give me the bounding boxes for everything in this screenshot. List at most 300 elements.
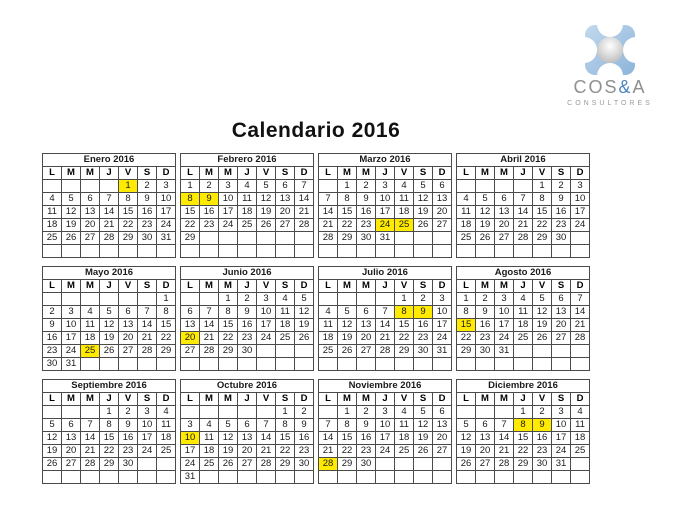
day-cell: 21 [376, 332, 395, 345]
day-cell: 8 [219, 306, 238, 319]
day-cell: 18 [276, 319, 295, 332]
day-cell: 3 [433, 293, 452, 306]
day-cell [200, 293, 219, 306]
day-cell [571, 458, 590, 471]
day-cell: 18 [238, 206, 257, 219]
day-cell [295, 345, 314, 358]
day-cell: 25 [43, 232, 62, 245]
weekday-header: M [62, 167, 81, 180]
day-cell: 28 [295, 219, 314, 232]
weekday-header: J [238, 167, 257, 180]
day-cell: 29 [100, 458, 119, 471]
day-cell [376, 293, 395, 306]
day-cell: 22 [395, 332, 414, 345]
weekday-header: D [433, 167, 452, 180]
day-cell: 31 [552, 458, 571, 471]
day-cell: 13 [81, 206, 100, 219]
day-cell: 24 [62, 345, 81, 358]
weekday-header: S [276, 167, 295, 180]
weekday-header: V [119, 393, 138, 406]
day-cell [571, 358, 590, 371]
day-cell [395, 471, 414, 484]
day-cell: 29 [181, 232, 200, 245]
day-cell [552, 471, 571, 484]
day-cell: 14 [200, 319, 219, 332]
day-cell: 11 [238, 193, 257, 206]
weekday-header: L [181, 393, 200, 406]
day-cell: 5 [100, 306, 119, 319]
day-cell [433, 458, 452, 471]
day-cell: 16 [533, 432, 552, 445]
day-cell [514, 180, 533, 193]
day-cell: 10 [433, 306, 452, 319]
day-cell: 17 [257, 319, 276, 332]
month-marzo-2016 [318, 153, 452, 258]
day-cell-highlighted: 25 [395, 219, 414, 232]
day-cell [81, 245, 100, 258]
day-cell [395, 232, 414, 245]
weekday-header: V [395, 280, 414, 293]
day-cell [414, 245, 433, 258]
day-cell: 9 [552, 193, 571, 206]
day-cell: 11 [319, 319, 338, 332]
day-cell [338, 293, 357, 306]
day-cell [43, 180, 62, 193]
month-julio-2016 [318, 266, 452, 371]
day-cell: 29 [219, 345, 238, 358]
weekday-header: D [295, 280, 314, 293]
day-cell: 20 [119, 332, 138, 345]
day-cell: 1 [338, 406, 357, 419]
month-title: Diciembre 2016 [457, 380, 590, 393]
day-cell [62, 180, 81, 193]
day-cell: 3 [552, 406, 571, 419]
day-cell: 18 [571, 432, 590, 445]
day-cell: 29 [157, 345, 176, 358]
day-cell: 22 [457, 332, 476, 345]
day-cell: 24 [495, 332, 514, 345]
day-cell [43, 471, 62, 484]
day-cell: 8 [338, 193, 357, 206]
day-cell: 25 [157, 445, 176, 458]
day-cell: 14 [81, 432, 100, 445]
day-cell: 23 [138, 219, 157, 232]
day-cell [257, 245, 276, 258]
day-cell [319, 293, 338, 306]
day-cell: 14 [495, 432, 514, 445]
day-cell: 19 [100, 332, 119, 345]
day-cell: 20 [276, 206, 295, 219]
day-cell [319, 471, 338, 484]
day-cell: 14 [514, 206, 533, 219]
weekday-header: M [357, 280, 376, 293]
weekday-header: J [238, 393, 257, 406]
day-cell: 13 [552, 306, 571, 319]
day-cell: 24 [433, 332, 452, 345]
day-cell [238, 471, 257, 484]
weekday-header: M [495, 280, 514, 293]
day-cell [43, 293, 62, 306]
weekday-header: L [319, 393, 338, 406]
day-cell: 30 [476, 345, 495, 358]
day-cell: 6 [276, 180, 295, 193]
day-cell: 19 [414, 206, 433, 219]
day-cell [100, 471, 119, 484]
day-cell: 10 [552, 419, 571, 432]
day-cell: 13 [433, 419, 452, 432]
day-cell: 1 [219, 293, 238, 306]
month-title: Julio 2016 [319, 267, 452, 280]
day-cell-highlighted: 24 [376, 219, 395, 232]
day-cell [338, 471, 357, 484]
day-cell: 20 [238, 445, 257, 458]
day-cell: 24 [157, 219, 176, 232]
weekday-header: D [157, 167, 176, 180]
day-cell: 9 [119, 419, 138, 432]
weekday-header: D [433, 393, 452, 406]
day-cell: 24 [552, 445, 571, 458]
day-cell: 11 [457, 206, 476, 219]
day-cell: 26 [338, 345, 357, 358]
day-cell [357, 293, 376, 306]
day-cell: 14 [295, 193, 314, 206]
day-cell: 29 [457, 345, 476, 358]
day-cell: 14 [138, 319, 157, 332]
month-title: Octubre 2016 [181, 380, 314, 393]
day-cell: 20 [81, 219, 100, 232]
day-cell [495, 245, 514, 258]
day-cell: 24 [257, 332, 276, 345]
day-cell: 7 [571, 293, 590, 306]
day-cell: 30 [357, 458, 376, 471]
day-cell: 14 [376, 319, 395, 332]
day-cell: 22 [338, 445, 357, 458]
day-cell: 15 [219, 319, 238, 332]
day-cell [257, 406, 276, 419]
day-cell: 25 [238, 219, 257, 232]
day-cell: 25 [571, 445, 590, 458]
day-cell: 29 [514, 458, 533, 471]
weekday-header: V [395, 393, 414, 406]
day-cell: 24 [219, 219, 238, 232]
day-cell: 29 [338, 232, 357, 245]
day-cell [181, 293, 200, 306]
day-cell: 16 [43, 332, 62, 345]
day-cell [395, 358, 414, 371]
day-cell [100, 245, 119, 258]
day-cell: 23 [357, 445, 376, 458]
weekday-header: L [181, 167, 200, 180]
weekday-header: M [357, 393, 376, 406]
day-cell: 20 [433, 432, 452, 445]
day-cell: 12 [414, 419, 433, 432]
day-cell [62, 293, 81, 306]
day-cell: 14 [571, 306, 590, 319]
weekday-header: D [157, 393, 176, 406]
day-cell-highlighted: 25 [81, 345, 100, 358]
day-cell [157, 471, 176, 484]
weekday-header: M [338, 167, 357, 180]
weekday-header: M [476, 393, 495, 406]
day-cell: 23 [295, 445, 314, 458]
day-cell [219, 358, 238, 371]
day-cell [219, 406, 238, 419]
day-cell [357, 358, 376, 371]
day-cell [81, 180, 100, 193]
day-cell [181, 358, 200, 371]
day-cell [257, 345, 276, 358]
day-cell-highlighted: 9 [200, 193, 219, 206]
day-cell: 17 [433, 319, 452, 332]
weekday-header: D [157, 280, 176, 293]
day-cell: 3 [376, 180, 395, 193]
day-cell [395, 458, 414, 471]
day-cell: 1 [276, 406, 295, 419]
day-cell: 22 [219, 332, 238, 345]
day-cell: 30 [552, 232, 571, 245]
day-cell: 21 [100, 219, 119, 232]
day-cell [295, 232, 314, 245]
day-cell [43, 245, 62, 258]
day-cell: 19 [414, 432, 433, 445]
day-cell: 22 [514, 445, 533, 458]
day-cell: 17 [62, 332, 81, 345]
day-cell [157, 245, 176, 258]
day-cell-highlighted: 10 [181, 432, 200, 445]
day-cell [238, 245, 257, 258]
day-cell: 2 [533, 406, 552, 419]
weekday-header: L [43, 393, 62, 406]
day-cell: 10 [157, 193, 176, 206]
day-cell: 19 [476, 219, 495, 232]
day-cell: 4 [514, 293, 533, 306]
day-cell: 17 [552, 432, 571, 445]
weekday-header: S [414, 280, 433, 293]
day-cell: 31 [181, 471, 200, 484]
day-cell: 21 [514, 219, 533, 232]
weekday-header: S [414, 393, 433, 406]
day-cell: 4 [157, 406, 176, 419]
day-cell: 11 [514, 306, 533, 319]
day-cell [376, 358, 395, 371]
day-cell [200, 471, 219, 484]
month-title: Mayo 2016 [43, 267, 176, 280]
day-cell: 23 [533, 445, 552, 458]
weekday-header: V [533, 393, 552, 406]
day-cell [181, 245, 200, 258]
day-cell: 28 [100, 232, 119, 245]
day-cell: 9 [43, 319, 62, 332]
day-cell: 11 [571, 419, 590, 432]
day-cell: 21 [295, 206, 314, 219]
day-cell: 13 [181, 319, 200, 332]
day-cell [514, 358, 533, 371]
day-cell [457, 245, 476, 258]
day-cell: 28 [495, 458, 514, 471]
day-cell [157, 358, 176, 371]
day-cell: 20 [476, 445, 495, 458]
day-cell: 13 [276, 193, 295, 206]
day-cell: 20 [495, 219, 514, 232]
weekday-header: L [457, 167, 476, 180]
day-cell [376, 245, 395, 258]
day-cell: 16 [119, 432, 138, 445]
day-cell [476, 406, 495, 419]
day-cell: 12 [414, 193, 433, 206]
day-cell: 27 [81, 232, 100, 245]
weekday-header: M [338, 393, 357, 406]
weekday-header: J [100, 393, 119, 406]
day-cell: 10 [376, 419, 395, 432]
day-cell: 24 [181, 458, 200, 471]
logo-wordmark [554, 78, 666, 97]
day-cell: 19 [338, 332, 357, 345]
day-cell [495, 471, 514, 484]
day-cell: 1 [457, 293, 476, 306]
day-cell: 6 [476, 419, 495, 432]
day-cell [433, 232, 452, 245]
day-cell [295, 358, 314, 371]
day-cell: 23 [119, 445, 138, 458]
day-cell: 30 [357, 232, 376, 245]
day-cell: 12 [457, 432, 476, 445]
day-cell: 17 [181, 445, 200, 458]
day-cell-highlighted: 28 [319, 458, 338, 471]
day-cell: 10 [495, 306, 514, 319]
day-cell: 28 [81, 458, 100, 471]
weekday-header: S [138, 393, 157, 406]
day-cell: 13 [476, 432, 495, 445]
day-cell: 14 [100, 206, 119, 219]
day-cell: 13 [433, 193, 452, 206]
day-cell: 28 [319, 232, 338, 245]
day-cell: 20 [552, 319, 571, 332]
day-cell: 5 [533, 293, 552, 306]
day-cell: 16 [552, 206, 571, 219]
day-cell [119, 293, 138, 306]
weekday-header: M [81, 280, 100, 293]
weekday-header: S [276, 280, 295, 293]
month-junio-2016 [180, 266, 314, 371]
day-cell: 30 [414, 345, 433, 358]
day-cell: 17 [157, 206, 176, 219]
day-cell: 17 [571, 206, 590, 219]
day-cell: 14 [319, 432, 338, 445]
day-cell [414, 458, 433, 471]
day-cell: 12 [257, 193, 276, 206]
day-cell: 9 [357, 193, 376, 206]
day-cell: 18 [200, 445, 219, 458]
day-cell: 7 [138, 306, 157, 319]
weekday-header: S [552, 393, 571, 406]
weekday-header: S [414, 167, 433, 180]
day-cell: 15 [181, 206, 200, 219]
day-cell: 5 [257, 180, 276, 193]
day-cell: 4 [81, 306, 100, 319]
day-cell [414, 232, 433, 245]
month-diciembre-2016 [456, 379, 590, 484]
day-cell [357, 245, 376, 258]
day-cell: 7 [319, 193, 338, 206]
day-cell: 27 [433, 219, 452, 232]
day-cell: 13 [238, 432, 257, 445]
weekday-header: M [495, 393, 514, 406]
day-cell [476, 180, 495, 193]
day-cell: 19 [457, 445, 476, 458]
day-cell: 16 [414, 319, 433, 332]
day-cell [276, 358, 295, 371]
day-cell: 6 [119, 306, 138, 319]
day-cell: 28 [257, 458, 276, 471]
day-cell: 6 [238, 419, 257, 432]
day-cell: 1 [533, 180, 552, 193]
day-cell: 26 [295, 332, 314, 345]
day-cell: 26 [100, 345, 119, 358]
day-cell: 10 [376, 193, 395, 206]
day-cell: 12 [62, 206, 81, 219]
day-cell-highlighted: 8 [181, 193, 200, 206]
day-cell: 27 [357, 345, 376, 358]
day-cell: 31 [62, 358, 81, 371]
day-cell: 1 [181, 180, 200, 193]
day-cell [119, 471, 138, 484]
day-cell: 26 [457, 458, 476, 471]
day-cell: 2 [295, 406, 314, 419]
day-cell: 16 [200, 206, 219, 219]
weekday-header: S [276, 393, 295, 406]
day-cell: 3 [62, 306, 81, 319]
day-cell: 29 [395, 345, 414, 358]
day-cell: 31 [433, 345, 452, 358]
day-cell: 16 [357, 432, 376, 445]
day-cell: 8 [119, 193, 138, 206]
day-cell: 9 [476, 306, 495, 319]
day-cell: 27 [62, 458, 81, 471]
day-cell: 12 [533, 306, 552, 319]
day-cell-highlighted: 1 [119, 180, 138, 193]
day-cell: 19 [43, 445, 62, 458]
weekday-header: M [219, 280, 238, 293]
day-cell: 1 [514, 406, 533, 419]
day-cell: 23 [43, 345, 62, 358]
day-cell [257, 358, 276, 371]
day-cell [295, 471, 314, 484]
day-cell: 2 [238, 293, 257, 306]
day-cell [514, 471, 533, 484]
day-cell: 21 [200, 332, 219, 345]
day-cell: 25 [514, 332, 533, 345]
day-cell: 5 [414, 406, 433, 419]
day-cell: 6 [81, 193, 100, 206]
page-title: Calendario 2016 [231, 119, 401, 142]
day-cell: 5 [43, 419, 62, 432]
day-cell [100, 358, 119, 371]
day-cell: 23 [414, 332, 433, 345]
month-febrero-2016 [180, 153, 314, 258]
day-cell: 3 [138, 406, 157, 419]
day-cell: 9 [238, 306, 257, 319]
day-cell: 25 [319, 345, 338, 358]
day-cell [533, 245, 552, 258]
day-cell [200, 358, 219, 371]
day-cell: 15 [338, 206, 357, 219]
day-cell: 26 [414, 445, 433, 458]
weekday-header: J [376, 167, 395, 180]
day-cell: 4 [238, 180, 257, 193]
month-mayo-2016 [42, 266, 176, 371]
day-cell: 25 [276, 332, 295, 345]
day-cell: 27 [495, 232, 514, 245]
